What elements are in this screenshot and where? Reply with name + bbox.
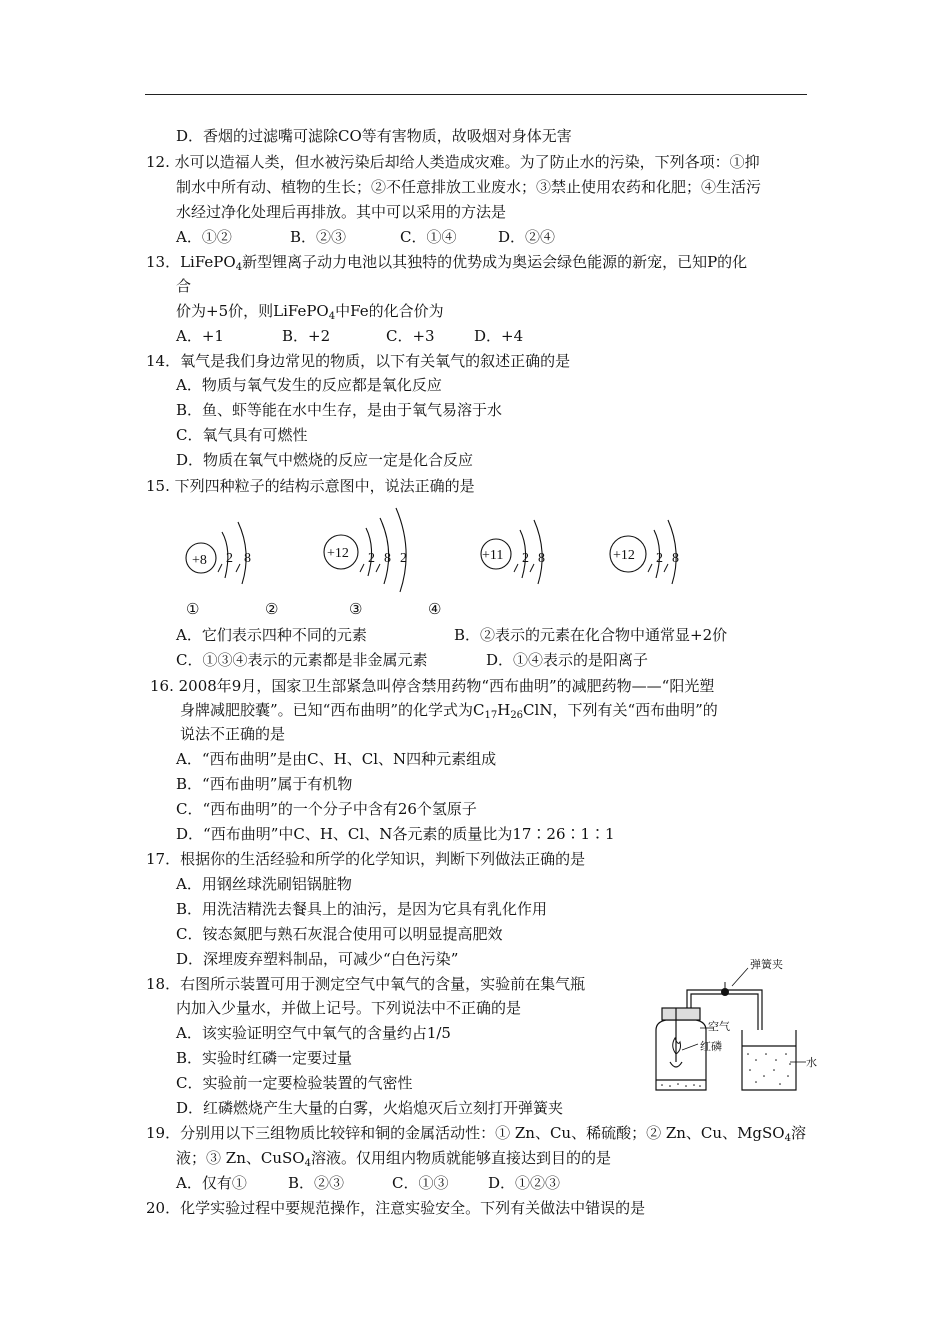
oxygen-measurement-apparatus <box>640 958 820 1100</box>
q14-option-b: B．鱼、虾等能在水中生存，是由于氧气易溶于水 <box>176 401 503 419</box>
spring-clip-icon <box>721 988 729 996</box>
q15-stem: 15. 下列四种粒子的结构示意图中，说法正确的是 <box>146 477 475 495</box>
atom1-shell2-electrons: 8 <box>244 551 251 566</box>
q17-option-b: B．用洗洁精洗去餐具上的油污，是因为它具有乳化作用 <box>176 900 548 918</box>
combustion-spoon <box>670 1062 682 1067</box>
q17-option-c: C．铵态氮肥与熟石灰混合使用可以明显提高肥效 <box>176 925 503 943</box>
atom3-nucleus-charge: +11 <box>482 548 504 563</box>
q13-option-c: C．+3 <box>386 327 435 345</box>
q12-option-d: D．②④ <box>498 228 556 246</box>
q11-option-d: D．香烟的过滤嘴可滤除CO等有害物质，故吸烟对身体无害 <box>176 127 572 145</box>
q16-option-d: D．“西布曲明”中C、H、Cl、N各元素的质量比为17∶26∶1∶1 <box>176 825 615 843</box>
q14-option-a: A．物质与氧气发生的反应都是氧化反应 <box>176 376 442 394</box>
q19-option-c: C．①③ <box>392 1174 449 1192</box>
q13-stem-line2: 合 <box>176 277 192 295</box>
q17-stem: 17．根据你的生活经验和所学的化学知识，判断下列做法正确的是 <box>146 850 586 868</box>
q16-option-a: A．“西布曲明”是由C、H、Cl、N四种元素组成 <box>176 750 497 768</box>
q19-option-b: B．②③ <box>288 1174 345 1192</box>
q16-stem-line1: 16. 2008年9月，国家卫生部紧急叫停含禁用药物“西布曲明”的减肥药物——“阳光塑 <box>150 677 715 695</box>
q18-stem-line1: 18．右图所示装置可用于测定空气中氧气的含量，实验前在集气瓶 <box>146 975 586 993</box>
flame-icon <box>673 1038 681 1054</box>
q16-option-b: B．“西布曲明”属于有机物 <box>176 775 353 793</box>
q13-stem-line3: 价为+5价，则LiFePO$_4$中Fe的化合价为 <box>176 302 444 322</box>
q20-stem: 20．化学实验过程中要规范操作，注意实验安全。下列有关做法中错误的是 <box>146 1199 646 1217</box>
atom2-shell2-electrons: 8 <box>384 551 391 566</box>
q16-option-c: C．“西布曲明”的一个分子中含有26个氢原子 <box>176 800 477 818</box>
q12-option-b: B．②③ <box>290 228 347 246</box>
q13-option-d: D．+4 <box>474 327 524 345</box>
q14-option-c: C．氧气具有可燃性 <box>176 426 308 444</box>
q15-option-a: A．它们表示四种不同的元素 <box>176 626 367 644</box>
q13-option-a: A．+1 <box>176 327 224 345</box>
header-rule <box>145 94 807 95</box>
q12-stem-line3: 水经过净化处理后再排放。其中可以采用的方法是 <box>176 203 507 221</box>
q16-stem-line2: 身牌减肥胶囊”。已知“西布曲明”的化学式为$C_{17}H_{26}ClN$，下列有关“西布曲明”的 <box>180 701 718 721</box>
q18-option-d: D．红磷燃烧产生大量的白雾，火焰熄灭后立刻打开弹簧夹 <box>176 1099 564 1117</box>
atom-structure-diagrams <box>170 500 710 600</box>
atom2-shell3 <box>396 508 406 592</box>
figure-label-water: 水 <box>806 1056 817 1069</box>
atom4-shell1-electrons: 2 <box>656 551 663 566</box>
q12-option-a: A．①② <box>176 228 232 246</box>
atom-label-3: ③ <box>349 600 363 618</box>
q13-option-b: B．+2 <box>282 327 331 345</box>
q15-option-d: D．①④表示的是阳离子 <box>486 651 649 669</box>
q13-stem-line1: 13．LiFePO$_4$新型锂离子动力电池以其独特的优势成为奥运会绿色能源的新宠，已知P的化 <box>146 253 748 273</box>
atom4-nucleus-charge: +12 <box>613 548 635 563</box>
q12-stem-line2: 制水中所有动、植物的生长；②不任意排放工业废水；③禁止使用农药和化肥；④生活污 <box>176 178 762 196</box>
q12-option-c: C．①④ <box>400 228 457 246</box>
atom-label-1: ① <box>186 600 200 618</box>
atom2-shell3-electrons: 2 <box>400 551 407 566</box>
q19-option-d: D．①②③ <box>488 1174 561 1192</box>
q17-option-d: D．深埋废弃塑料制品，可减少“白色污染” <box>176 950 459 968</box>
q18-option-c: C．实验前一定要检验装置的气密性 <box>176 1074 413 1092</box>
atom3-shell2-electrons: 8 <box>538 551 545 566</box>
atom2-nucleus-charge: +12 <box>327 546 349 561</box>
q17-option-a: A．用钢丝球洗刷铝锅脏物 <box>176 875 352 893</box>
atom3-shell1-electrons: 2 <box>522 551 529 566</box>
q18-option-a: A．该实验证明空气中氧气的含量约占1/5 <box>176 1024 451 1042</box>
rubber-stopper <box>662 1008 700 1020</box>
atom-label-2: ② <box>265 600 279 618</box>
atom-label-4: ④ <box>428 600 442 618</box>
q14-option-d: D．物质在氧气中燃烧的反应一定是化合反应 <box>176 451 474 469</box>
q16-stem-line3: 说法不正确的是 <box>180 725 286 743</box>
q14-stem: 14．氧气是我们身边常见的物质，以下有关氧气的叙述正确的是 <box>146 352 571 370</box>
atom2-shell1-electrons: 2 <box>368 551 375 566</box>
atom1-nucleus-charge: +8 <box>192 553 207 568</box>
atom1-shell1-electrons: 2 <box>226 551 233 566</box>
q19-stem-line1: 19．分别用以下三组物质比较锌和铜的金属活动性：① Zn、Cu、稀硫酸；② Zn、Cu、MgSO$_4$溶 <box>146 1124 806 1144</box>
figure-label-clip: 弹簧夹 <box>750 958 783 971</box>
atom4-shell2-electrons: 8 <box>672 551 679 566</box>
q12-stem-line1: 12. 水可以造福人类，但水被污染后却给人类造成灾难。为了防止水的污染，下列各项：①抑 <box>146 153 760 171</box>
figure-label-air: 空气 <box>708 1020 730 1033</box>
q18-stem-line2: 内加入少量水，并做上记号。下列说法中不正确的是 <box>176 999 522 1017</box>
q15-option-c: C．①③④表示的元素都是非金属元素 <box>176 651 428 669</box>
figure-label-phosphorus: 红磷 <box>700 1040 722 1053</box>
beaker <box>742 1030 796 1090</box>
q19-option-a: A．仅有① <box>176 1174 247 1192</box>
q19-stem-line2: 液；③ Zn、CuSO$_4$溶液。仅用组内物质就能够直接达到目的的是 <box>176 1149 611 1169</box>
q18-option-b: B．实验时红磷一定要过量 <box>176 1049 353 1067</box>
q15-option-b: B．②表示的元素在化合物中通常显+2价 <box>454 626 728 644</box>
